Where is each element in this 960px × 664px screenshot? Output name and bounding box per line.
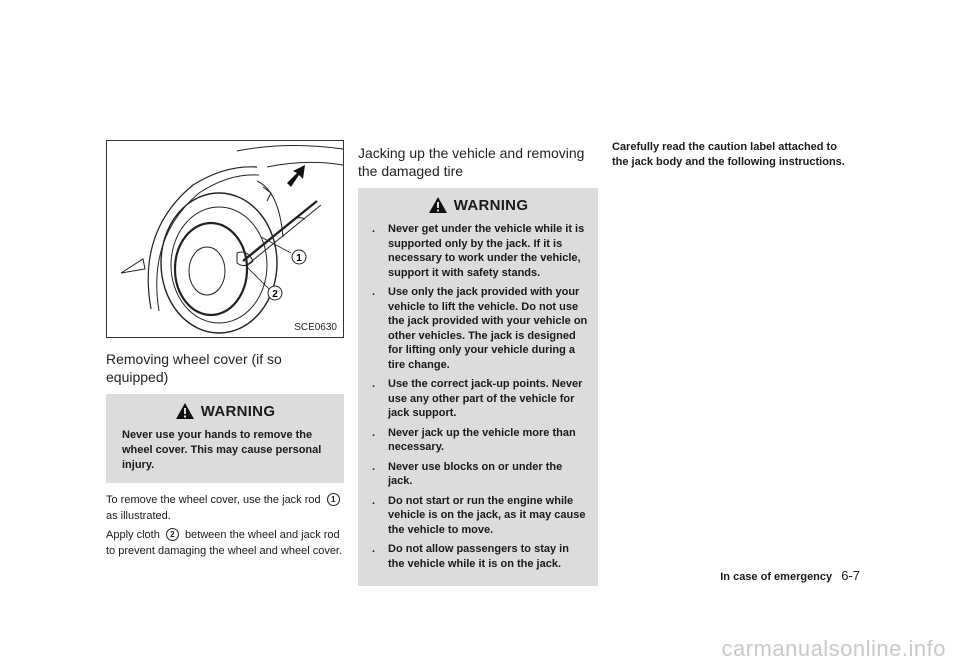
section-heading-wheel-cover: Removing wheel cover (if so equipped) xyxy=(106,351,282,385)
paragraph-text: Apply cloth xyxy=(106,529,160,541)
warning-item: . Never use blocks on or under the jack. xyxy=(372,460,563,487)
watermark-text: carmanualsonline.info xyxy=(721,636,946,661)
wheel-cover-illustration xyxy=(106,140,344,338)
warning-item: . Never get under the vehicle while it is supported only by the jack. If it is necessary to work under the vehicle, support it with safety stands. xyxy=(372,223,585,279)
warning-triangle-icon xyxy=(175,402,195,420)
callout-ref-1: 1 xyxy=(327,493,340,506)
warning-item: . Use the correct jack-up points. Never use any other part of the vehicle for jack support. xyxy=(372,378,583,419)
jack-instructions-intro: Carefully read the caution label attached to the jack body and the following instructions. xyxy=(612,141,845,168)
footer-section-title: In case of emergency xyxy=(720,571,833,583)
wheel-drawing xyxy=(107,141,343,337)
page-number: 6-7 xyxy=(841,568,860,583)
section-heading-jacking: Jacking up the vehicle and removing the damaged tire xyxy=(358,145,585,179)
warning-triangle-icon xyxy=(428,196,448,214)
paragraph-jack-rod xyxy=(106,493,344,524)
callout-1: 1 xyxy=(296,253,302,264)
middle-column xyxy=(358,140,598,596)
warning-item: . Do not start or run the engine while vehicle is on the jack, as it may cause the vehicle to move. xyxy=(372,494,586,536)
paragraph-text: To remove the wheel cover, use the jack rod xyxy=(106,494,321,506)
warning-item: . Do not allow passengers to stay in the vehicle while it is on the jack. xyxy=(372,543,569,570)
warning-title xyxy=(368,196,588,214)
left-column xyxy=(106,140,344,563)
right-column xyxy=(612,140,852,170)
page-footer xyxy=(700,568,860,583)
warning-item: . Use only the jack provided with your vehicle to lift the vehicle. Do not use the jack provided with your vehicle on other vehicles. The jack is designed for lifting only your vehicle during a tire change. xyxy=(372,286,588,371)
paragraph-text: as illustrated. xyxy=(106,509,171,522)
paragraph-text: between the wheel and jack rod to prevent damaging the wheel and wheel cover. xyxy=(106,529,343,557)
figure-code: SCE0630 xyxy=(294,322,337,333)
warning-label: WARNING xyxy=(200,402,276,420)
warning-box xyxy=(106,394,344,483)
warning-label: WARNING xyxy=(453,196,529,214)
warning-list xyxy=(368,222,588,571)
warning-box xyxy=(358,188,598,586)
warning-text: Never use your hands to remove the wheel cover. This may cause personal injury. xyxy=(122,429,322,471)
warning-title xyxy=(116,402,334,420)
callout-2: 2 xyxy=(272,289,278,300)
callout-ref-2: 2 xyxy=(166,528,179,541)
warning-item: . Never jack up the vehicle more than necessary. xyxy=(372,426,576,453)
paragraph-cloth xyxy=(106,528,344,559)
